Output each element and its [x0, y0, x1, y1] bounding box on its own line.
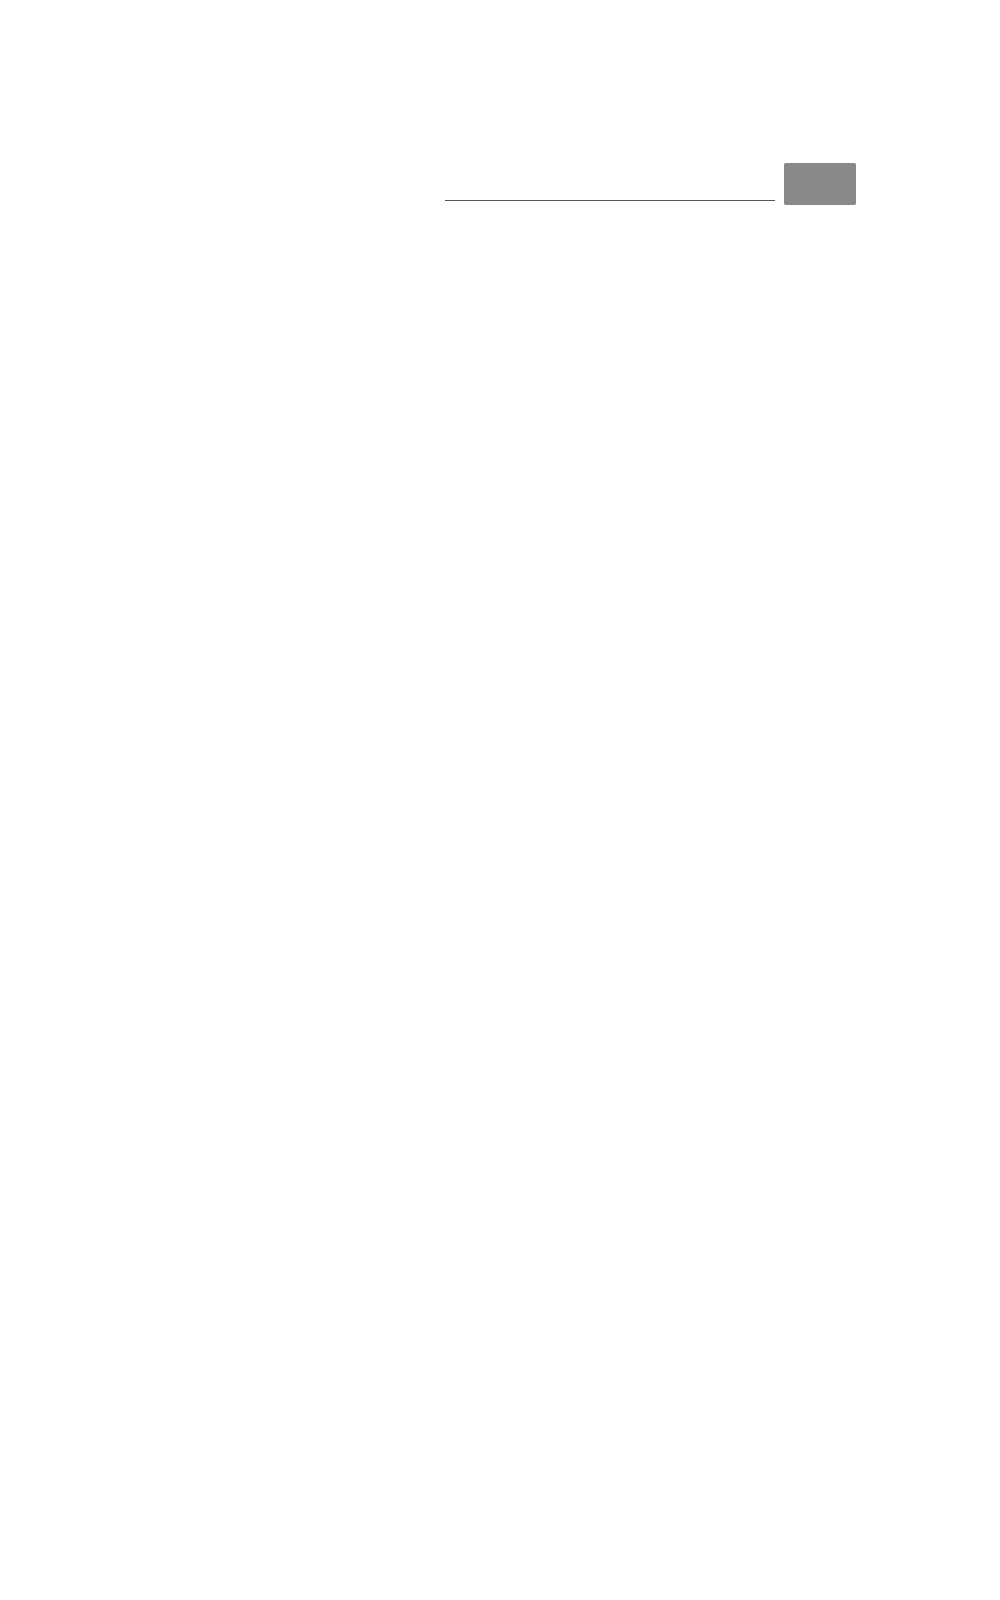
answer-content — [78, 230, 868, 236]
series-logo — [784, 163, 856, 205]
header-rule — [445, 200, 775, 201]
page-header — [445, 176, 775, 202]
watermark-stamp — [806, 1488, 986, 1588]
